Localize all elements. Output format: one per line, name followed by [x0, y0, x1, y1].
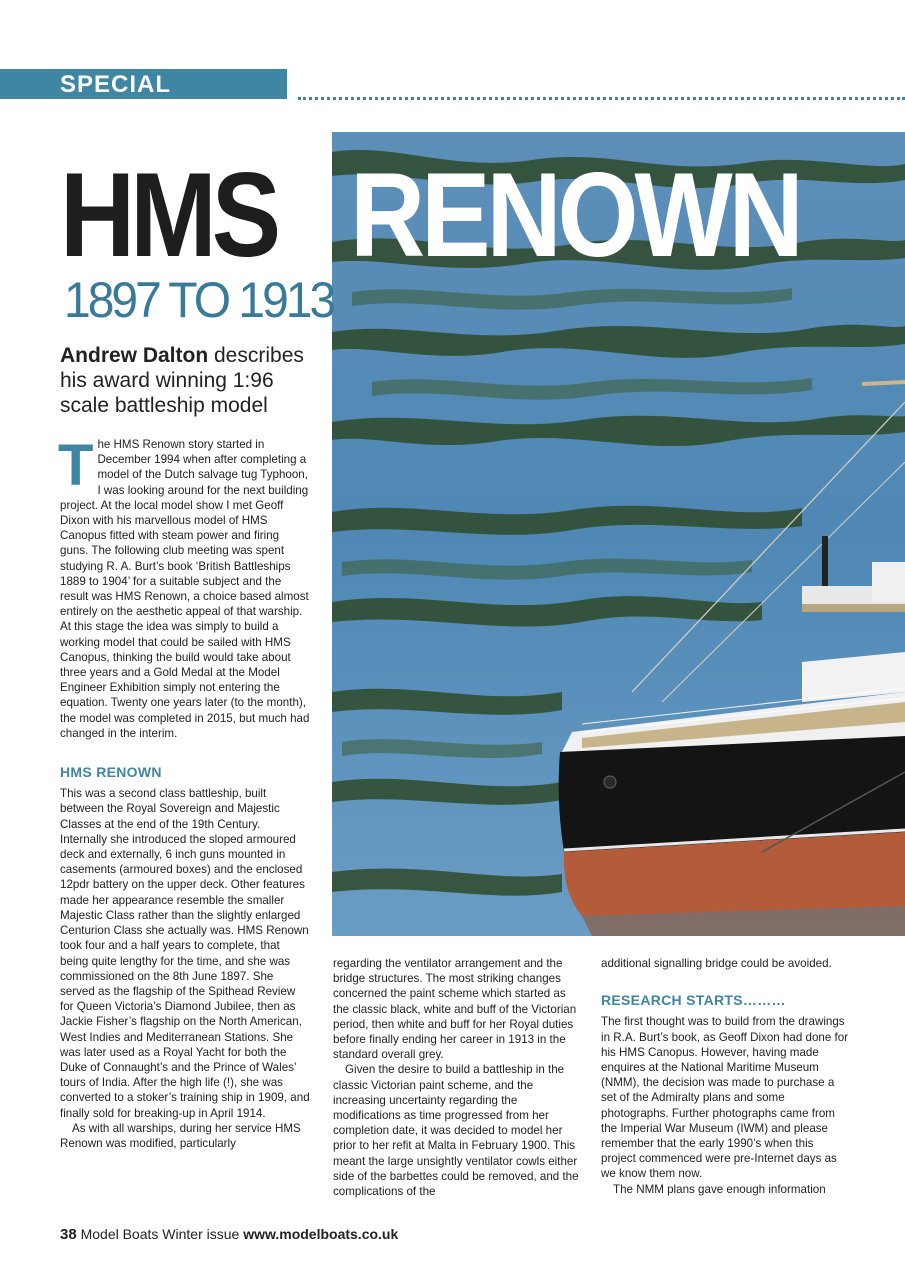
- paragraph: As with all warships, during her service HMS Renown was modified, particularly: [60, 1121, 301, 1150]
- page-number: 38: [60, 1226, 77, 1243]
- title-word-renown: RENOWN: [350, 149, 800, 283]
- paragraph: This was a second class battleship, built between the Royal Sovereign and Majestic Classes at the end of the 19th Century. Internally she introduced the sloped armoured deck and externally, 6 inch guns mounted in casements (armoured boxes) and the enclosed 12pdr battery on the upper deck. Other features made her appearance resemble the smaller Majestic Class rather than the slightly enlarged Centurion Class she actually was. HMS Renown took four and a half years to complete, that being quite lengthy for the time, and she was commissioned on the 8th June 1897. She served as the flagship of the Spithead Review for Queen Victoria’s Diamond Jubilee, then as Jackie Fisher’s flagship on the North American, West Indies and Mediterranean Stations. She was later used as a Royal Yacht for both the Duke of Connaught’s and the Prince of Wales’ tours of India. After the high life (!), she was converted to a stoker’s training ship in 1909, and finally sold for breaking-up in April 1914.: [60, 787, 310, 1120]
- dotted-rule: [298, 97, 905, 100]
- paragraph: Given the desire to build a battleship in the classic Victorian paint scheme, and the increasing uncertainty regarding the modifications as time progressed from her completion date, it was decided to model her prior to her refit at Malta in February 1900. This meant the large unsightly ventilator cowls either side of the barbettes could be removed, and the complications of the: [333, 1063, 579, 1199]
- magazine-issue: Model Boats Winter issue: [80, 1226, 240, 1242]
- section-banner: [0, 69, 287, 126]
- subheading-research-starts: RESEARCH STARTS………: [601, 992, 786, 1009]
- website-url: www.modelboats.co.uk: [243, 1226, 399, 1242]
- title-word-hms: HMS: [60, 149, 277, 283]
- standfirst-text: describes his award winning 1:96 scale battleship model: [60, 344, 304, 417]
- paragraph: The first thought was to build from the drawings in R.A. Burt’s book, as Geoff Dixon had done for his HMS Canopus. However, having made enquires at the National Maritime Museum (NMM), the decision was made to purchase a set of the Admiralty plans and some photographs. Further photographs came from the Imperial War Museum (IWM) and please remember that the early 1990’s when this project commenced were pre-Internet days as we know them now.: [601, 1015, 849, 1181]
- paragraph: regarding the ventilator arrangement and the bridge structures. The most striking changes concerned the paint scheme which started as the classic black, white and buff of the Victorian period, then white and buff for her Royal duties before finally ending her career in 1913 in the standard overall grey.: [333, 957, 577, 1062]
- subheading-hms-renown: HMS RENOWN: [60, 764, 162, 781]
- standfirst: [60, 343, 320, 418]
- paragraph: The NMM plans gave enough information: [613, 1182, 826, 1196]
- drop-cap: T: [58, 433, 94, 498]
- page-footer: [60, 1226, 398, 1243]
- intro-paragraph: [58, 433, 310, 741]
- paragraph: additional signalling bridge could be avoided.: [601, 957, 832, 970]
- article-column-2: [333, 956, 583, 1199]
- title-years: 1897 TO 1913: [64, 273, 334, 329]
- author-name: Andrew Dalton: [60, 344, 209, 367]
- intro-text: he HMS Renown story started in December 1994 when after completing a model of the Dutch salvage tug Typhoon, I was looking around for the next building project. At the local model show I met Geoff Dixon with his marvellous model of HMS Canopus fitted with steam power and firing guns. The following club meeting was spent studying R. A. Burt’s book ‘British Battleships 1889 to 1904’ for a suitable subject and the result was HMS Renown, a choice based almost entirely on the aesthetic appeal of that warship. At this stage the idea was simply to build a working model that could be sailed with HMS Canopus, thinking the build would take about three years and a Gold Medal at the Model Engineer Exhibition simply not entering the equation. Twenty one years later (to the month), the model was completed in 2015, but much had changed in the interim.: [60, 438, 310, 740]
- article-column-3: [601, 956, 851, 1197]
- article-column-1: [58, 433, 310, 1151]
- section-label: SPECIAL FEATURE: [60, 71, 179, 126]
